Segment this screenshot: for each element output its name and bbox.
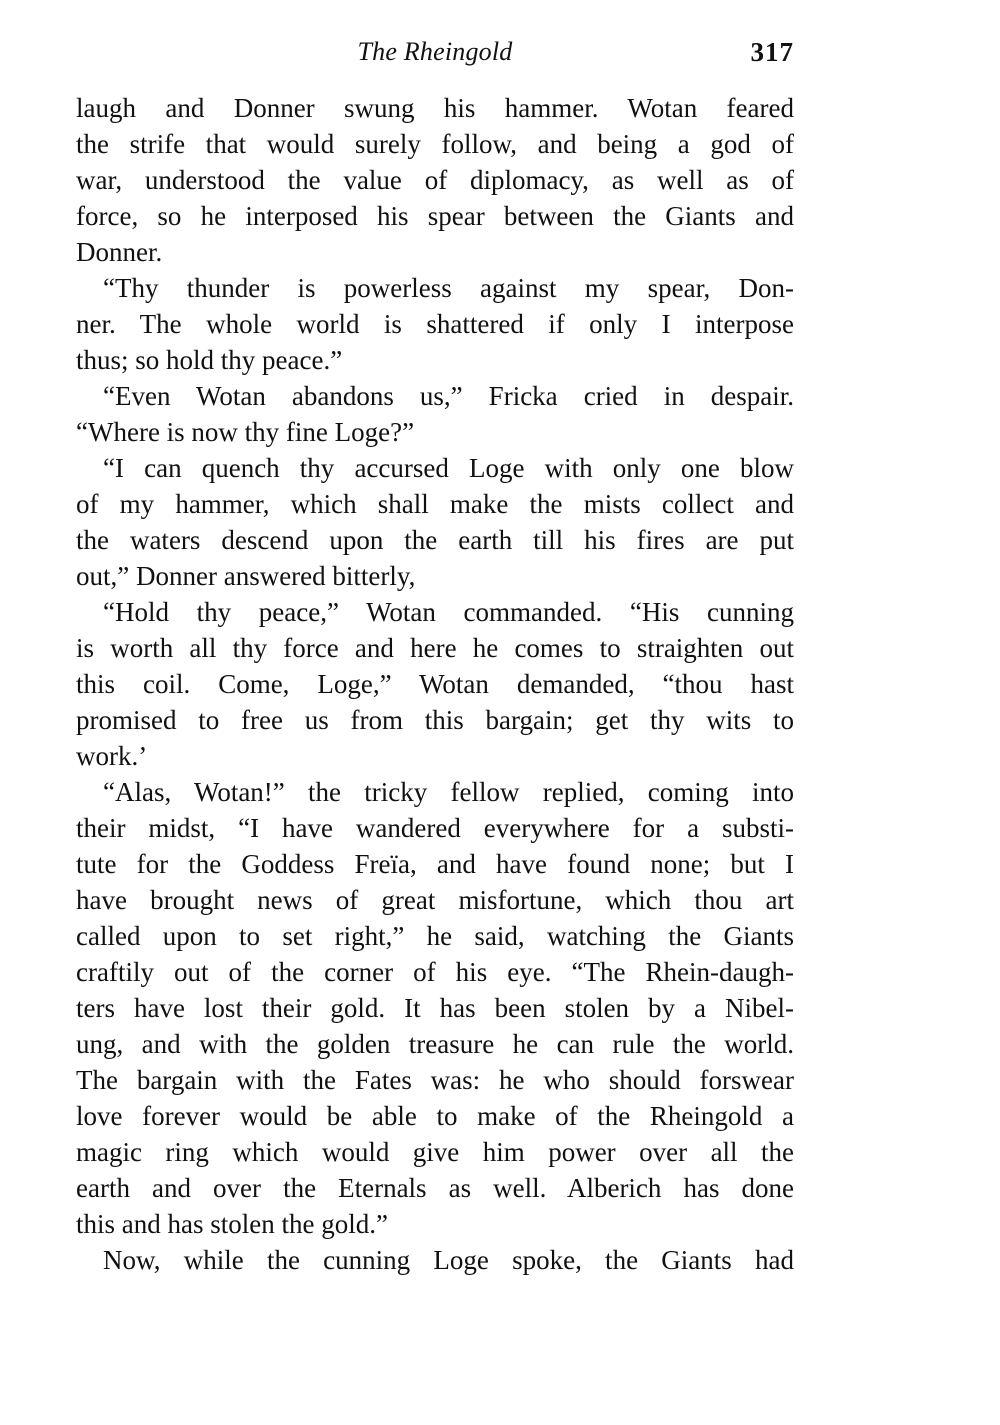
text-line: Donner. <box>76 237 163 267</box>
text-line: called upon to set right,” he said, watching the Giants <box>76 921 794 951</box>
paragraph <box>76 270 794 378</box>
text-line: their midst, “I have wandered everywhere for a substi- <box>76 813 794 843</box>
text-line: promised to free us from this bargain; get thy wits to <box>76 705 794 735</box>
text-line: this coil. Come, Loge,” Wotan demanded, “thou hast <box>76 669 794 699</box>
text-line: work.’ <box>76 741 148 771</box>
text-line: thus; so hold thy peace.” <box>76 345 343 375</box>
paragraph <box>76 90 794 270</box>
body-text <box>76 90 794 1278</box>
text-line: “Where is now thy fine Loge?” <box>76 417 415 447</box>
text-line: earth and over the Eternals as well. Alberich has done <box>76 1173 794 1203</box>
text-line: magic ring which would give him power over all the <box>76 1137 794 1167</box>
running-head <box>76 36 794 76</box>
text-line: tute for the Goddess Freïa, and have found none; but I <box>76 849 794 879</box>
text-line: have brought news of great misfortune, which thou art <box>76 885 794 915</box>
text-line: force, so he interposed his spear between the Giants and <box>76 201 794 231</box>
text-line: “Alas, Wotan!” the tricky fellow replied, coming into <box>103 777 794 807</box>
text-line: ner. The whole world is shattered if only I interpose <box>76 309 794 339</box>
text-line: of my hammer, which shall make the mists collect and <box>76 489 794 519</box>
text-line: war, understood the value of diplomacy, as well as of <box>76 165 794 195</box>
text-line: “Even Wotan abandons us,” Fricka cried in despair. <box>103 381 794 411</box>
text-line: Now, while the cunning Loge spoke, the Giants had <box>103 1245 794 1275</box>
paragraph <box>76 378 794 450</box>
text-line: the strife that would surely follow, and being a god of <box>76 129 794 159</box>
page-number: 317 <box>750 37 794 67</box>
text-line: ung, and with the golden treasure he can rule the world. <box>76 1029 794 1059</box>
text-line: the waters descend upon the earth till his fires are put <box>76 525 794 555</box>
text-line: The bargain with the Fates was: he who should forswear <box>76 1065 794 1095</box>
paragraph <box>76 774 794 1242</box>
text-line: ters have lost their gold. It has been stolen by a Nibel- <box>76 993 794 1023</box>
text-line: laugh and Donner swung his hammer. Wotan feared <box>76 93 794 123</box>
running-title: The Rheingold <box>357 37 513 66</box>
text-line: “Hold thy peace,” Wotan commanded. “His cunning <box>103 597 794 627</box>
text-line: out,” Donner answered bitterly, <box>76 561 416 591</box>
text-line: “Thy thunder is powerless against my spear, Don- <box>103 273 794 303</box>
paragraph <box>76 450 794 594</box>
paragraph <box>76 1242 794 1278</box>
text-line: this and has stolen the gold.” <box>76 1209 388 1239</box>
paragraph <box>76 594 794 774</box>
text-line: craftily out of the corner of his eye. “The Rhein-daugh- <box>76 957 794 987</box>
text-line: “I can quench thy accursed Loge with only one blow <box>103 453 794 483</box>
text-line: love forever would be able to make of the Rheingold a <box>76 1101 794 1131</box>
text-line: is worth all thy force and here he comes to straighten out <box>76 633 794 663</box>
